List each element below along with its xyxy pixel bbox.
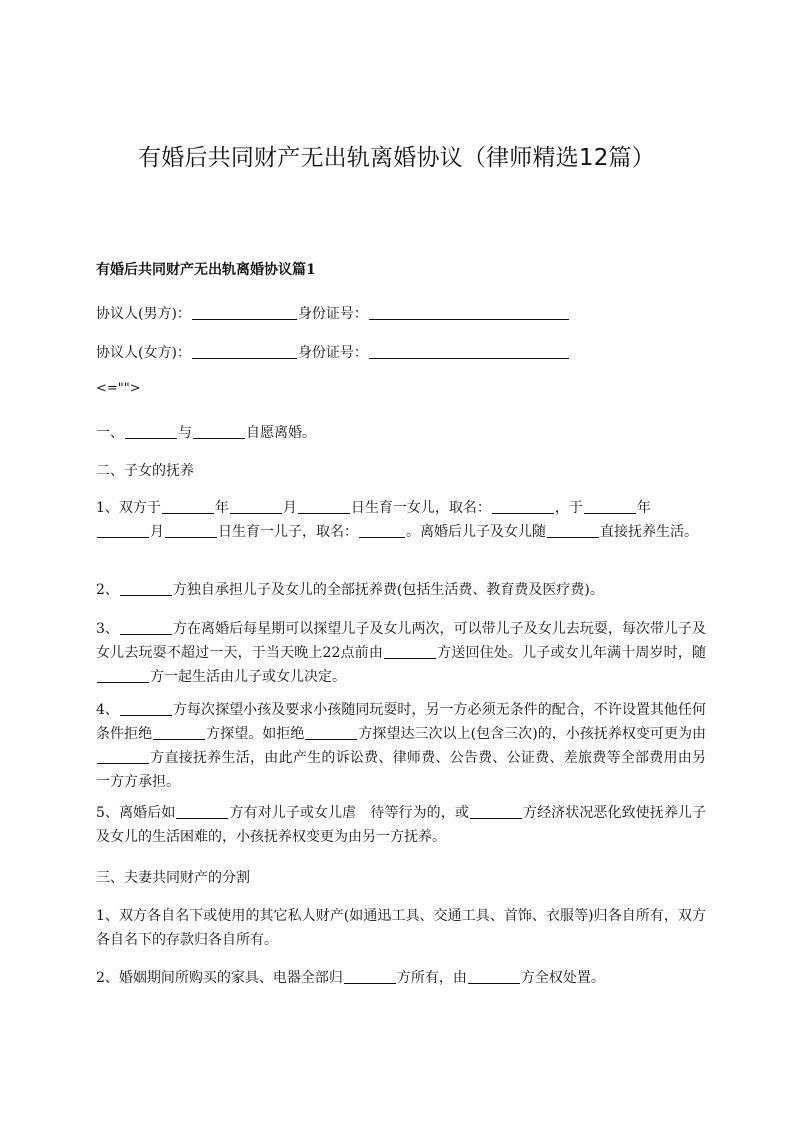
- clause-3-1: 1、双方各自名下或使用的其它私人财产(如通迅工具、交通工具、首饰、衣服等)归各自所有，双方各自名下的存款归各自所有。: [96, 908, 706, 948]
- male-name-blank: [192, 305, 297, 320]
- item-1: [96, 421, 706, 445]
- blank: [125, 424, 177, 439]
- blank: [165, 523, 217, 538]
- blank: [97, 523, 149, 538]
- clause-2-5: [96, 801, 706, 849]
- clause-text: 2、: [96, 582, 119, 598]
- female-id-blank: [369, 344, 569, 359]
- blank: [384, 644, 436, 659]
- female-id-label: 身份证号：: [297, 345, 368, 361]
- clause-text: ，于: [554, 500, 583, 516]
- clause-text: 月: [150, 524, 164, 540]
- clause-text: 1、双方于: [96, 500, 161, 516]
- clause-text: 方一起生活由儿子或女儿决定。: [150, 669, 346, 685]
- clause-text: 日生育一女儿，取名：: [350, 500, 491, 516]
- heading-3: 三、夫妻共同财产的分割: [96, 870, 250, 886]
- blank: [298, 499, 350, 514]
- clause-text: 日生育一儿子，取名：: [218, 524, 358, 540]
- clause-text: 直接抚养生活。: [600, 524, 698, 540]
- blank: [97, 668, 149, 683]
- male-id-label: 身份证号：: [297, 306, 368, 322]
- blank: [120, 581, 172, 596]
- party-male-line: [96, 302, 706, 326]
- clause-text: 年: [214, 500, 229, 516]
- section-heading: 有婚后共同财产无出轨离婚协议篇1: [96, 262, 316, 278]
- clause-2-1: [96, 496, 706, 544]
- blank: [359, 523, 405, 538]
- party-female-label: 协议人(女方)：: [96, 345, 191, 361]
- clause-text: 方每次探望小孩及要求小孩随同玩耍时，另一方必须无条件的配合，不许设置其他任何条件拒绝: [96, 702, 706, 742]
- clause-text: 方送回住处。儿子或女儿年满十周岁时，随: [436, 645, 706, 661]
- heading-2: 二、子女的抚养: [96, 463, 194, 479]
- blank: [120, 620, 172, 635]
- clause-text: 方有对儿子或女儿虐 待等行为的，或: [229, 805, 469, 821]
- clause-text: 4、: [96, 702, 119, 718]
- clause-text: 方经济状况恶化致使抚养儿子及女儿的生活困难的，小孩抚养权变更为由另一方抚养。: [96, 805, 706, 845]
- stray-text: <="">: [96, 381, 141, 396]
- party-male-label: 协议人(男方)：: [96, 306, 191, 322]
- male-id-blank: [369, 305, 569, 320]
- document-title: 有婚后共同财产无出轨离婚协议（律师精选12篇）: [138, 145, 655, 171]
- blank: [470, 804, 522, 819]
- clause-text: 方探望。如拒绝: [206, 726, 305, 742]
- item-1-suffix: 自愿离婚。: [246, 425, 316, 441]
- clause-text: 。离婚后儿子及女儿随: [406, 524, 546, 540]
- item-1-mid: 与: [178, 425, 192, 441]
- blank: [492, 499, 554, 514]
- blank: [97, 749, 149, 764]
- blank: [162, 499, 214, 514]
- clause-2-4: [96, 698, 706, 794]
- female-name-blank: [192, 344, 297, 359]
- clause-text: 方全权处置。: [520, 970, 605, 986]
- clause-text: 5、离婚后如: [96, 805, 176, 821]
- blank: [344, 969, 396, 984]
- blank: [176, 804, 228, 819]
- clause-text: 2、婚姻期间所购买的家具、电器全部归: [96, 970, 343, 986]
- clause-text: 方所有，由: [396, 970, 467, 986]
- blank: [584, 499, 636, 514]
- clause-text: 方探望达三次以上(包含三次)的，小孩抚养权变可更为由: [358, 726, 707, 742]
- blank: [547, 523, 599, 538]
- clause-2-2: [96, 578, 706, 602]
- blank: [193, 424, 245, 439]
- clause-text: 方直接抚养生活，由此产生的诉讼费、律师费、公告费、公证费、差旅费等全部费用由另一方方承担。: [96, 750, 706, 790]
- blank: [305, 725, 357, 740]
- blank: [120, 701, 172, 716]
- clause-3-2: [96, 966, 706, 990]
- clause-text: 年: [636, 500, 651, 516]
- blank: [468, 969, 520, 984]
- party-female-line: [96, 341, 706, 365]
- item-1-prefix: 一、: [96, 425, 124, 441]
- clause-text: 3、: [96, 621, 119, 637]
- clause-text: 方独自承担儿子及女儿的全部抚养费(包括生活费、教育费及医疗费)。: [172, 582, 604, 598]
- clause-2-3: [96, 617, 706, 689]
- clause-text: 方在离婚后每星期可以探望儿子及女儿两次，可以带儿子及女儿去玩耍，每次带儿子及女儿去玩耍不超过一天，于当天晚上22点前由: [96, 621, 706, 661]
- blank: [230, 499, 282, 514]
- blank: [153, 725, 205, 740]
- clause-text: 月: [282, 500, 297, 516]
